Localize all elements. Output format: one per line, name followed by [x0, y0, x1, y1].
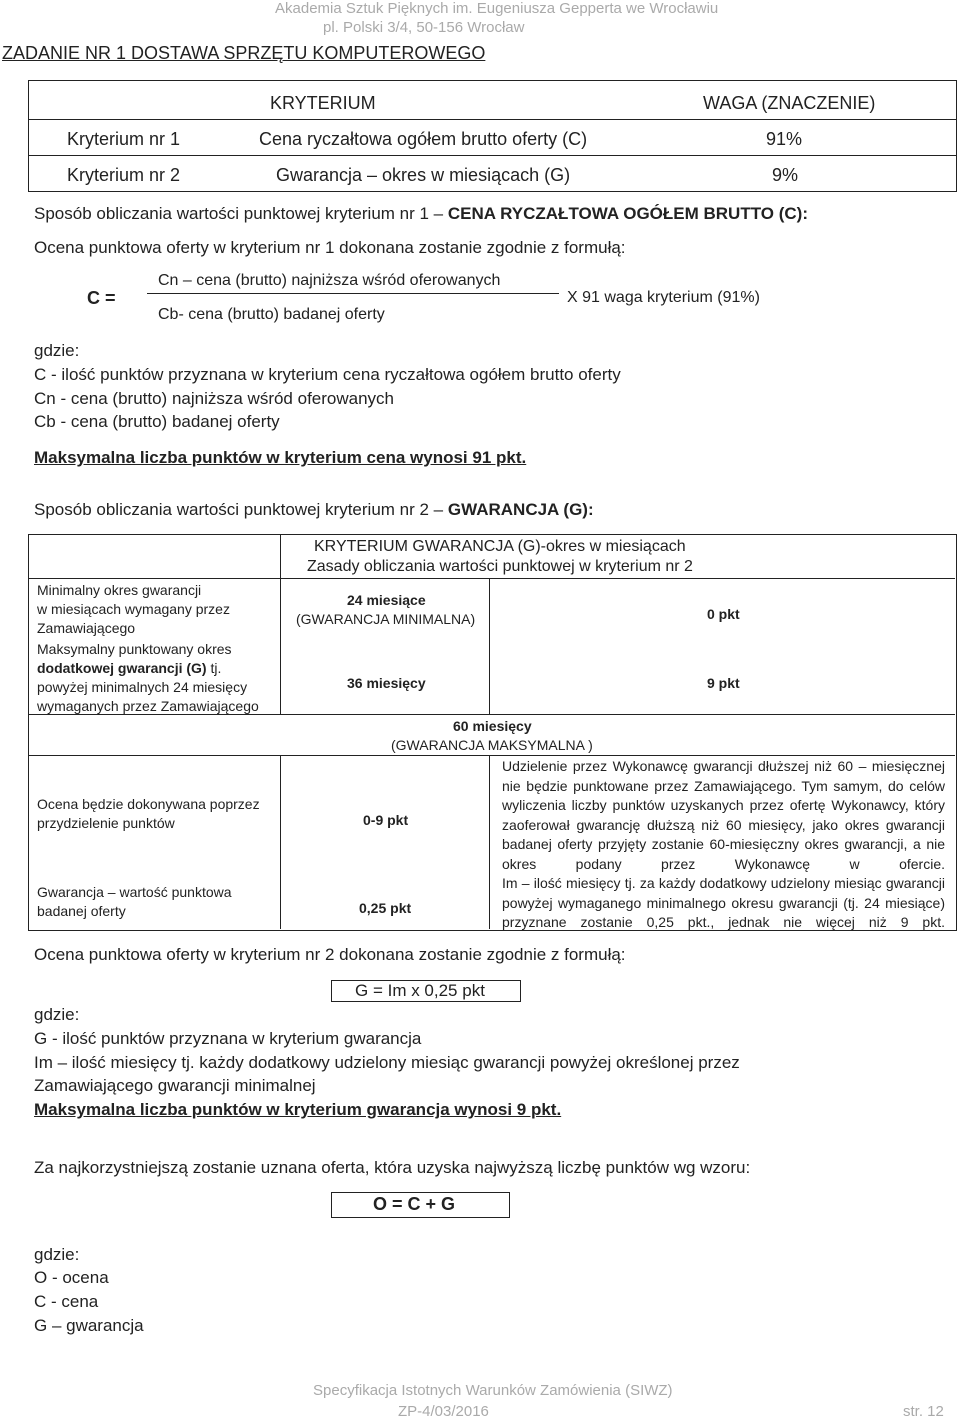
max-period-label: powyżej minimalnych 24 miesięcy	[37, 679, 248, 695]
criteria-row-name: Cena ryczałtowa ogółem brutto oferty (C)	[259, 129, 588, 149]
criterion2-max: Maksymalna liczba punktów w kryterium gwarancja wynosi 9 pkt.	[34, 1100, 562, 1119]
min-points: 0 pkt	[707, 606, 740, 622]
criteria-row-label: Kryterium nr 1	[67, 129, 181, 149]
page-title: ZADANIE NR 1 DOSTAWA SPRZĘTU KOMPUTEROWEGO	[2, 43, 486, 63]
criteria-row-weight: 91%	[766, 129, 803, 149]
summary-def: G – gwarancja	[34, 1316, 144, 1335]
footer-page-number: str. 12	[903, 1403, 944, 1420]
formula-c-lhs: C =	[87, 288, 116, 308]
add-months: 36 miesięcy	[347, 675, 426, 691]
min-period-label: Zamawiającego	[37, 620, 136, 636]
summary-def: O - ocena	[34, 1268, 109, 1287]
min-months-note: (GWARANCJA MINIMALNA)	[296, 611, 476, 627]
formula-o: O = C + G	[373, 1194, 456, 1214]
summary-where: gdzie:	[34, 1245, 80, 1264]
evaluation-label: przydzielenie punktów	[37, 815, 175, 831]
max-period-label: dodatkowej gwarancji (G) tj.	[37, 660, 222, 676]
criterion2-def: Zamawiającego gwarancji minimalnej	[34, 1076, 316, 1095]
formula-g: G = Im x 0,25 pkt	[355, 981, 485, 1000]
value-points: 0,25 pkt	[359, 900, 412, 916]
criteria-row-weight: 9%	[772, 165, 799, 185]
value-label: badanej oferty	[37, 903, 126, 919]
criterion1-max: Maksymalna liczba punktów w kryterium cena wynosi 91 pkt.	[34, 448, 527, 467]
criterion2-intro: Ocena punktowa oferty w kryterium nr 2 dokonana zostanie zgodnie z formułą:	[34, 945, 626, 964]
criterion2-heading: Sposób obliczania wartości punktowej kryterium nr 2 – GWARANCJA (G):	[34, 500, 594, 519]
criterion1-def: Cn - cena (brutto) najniższa wśród oferowanych	[34, 389, 394, 408]
formula-c-numerator: Cn – cena (brutto) najniższa wśród oferowanych	[158, 272, 501, 289]
min-period-label: w miesiącach wymagany przez	[37, 601, 230, 617]
fraction-line	[147, 293, 559, 294]
criterion2-def: Im – ilość miesięcy tj. każdy dodatkowy udzielony miesiąc gwarancji powyżej określonej przez	[34, 1053, 740, 1072]
criteria-row-name: Gwarancja – okres w miesiącach (G)	[276, 165, 571, 185]
add-points: 9 pkt	[707, 675, 740, 691]
criterion1-def: Cb - cena (brutto) badanej oferty	[34, 412, 280, 431]
footer-title: Specyfikacja Istotnych Warunków Zamówienia (SIWZ)	[313, 1382, 673, 1399]
guarantee-head-subtitle: Zasady obliczania wartości punktowej w kryterium nr 2	[307, 558, 693, 575]
criterion1-where: gdzie:	[34, 341, 80, 360]
max-period-label: wymaganych przez Zamawiającego	[37, 698, 259, 714]
header-address: pl. Polski 3/4, 50-156 Wrocław	[323, 19, 525, 36]
criterion2-def: G - ilość punktów przyznana w kryterium gwarancja	[34, 1029, 422, 1048]
value-description: Im – ilość miesięcy tj. za każdy dodatkowy udzielony miesiąc gwarancji powyżej wymaganego minimalnego okresu gwarancji (tj. 24 miesiące) przyznane zostanie 0,25 pkt., jednak nie więcej niż 9 pkt.	[502, 875, 945, 931]
summary-def: C - cena	[34, 1292, 99, 1311]
evaluation-description: Udzielenie przez Wykonawcę gwarancji dłuższej niż 60 – miesięcznej nie będzie punktowane przez Zamawiającego. Tym samym, do celów wyliczenia liczby punktów uzyskanych przez ofertę Wykonawcy, który zaoferował gwarancję dłuższą niż 60 miesięcy, jako okres gwarancji badanej oferty przyjęty zostanie 60-miesięczny okres gwarancji, a nie okres podany przez Wykonawcę w ofercie.	[502, 758, 945, 872]
max-months: 60 miesięcy	[453, 718, 532, 734]
criterion1-heading: Sposób obliczania wartości punktowej kryterium nr 1 – CENA RYCZAŁTOWA OGÓŁEM BRUTTO (C):	[34, 204, 808, 223]
criteria-row-label: Kryterium nr 2	[67, 165, 181, 185]
min-period-label: Minimalny okres gwarancji	[37, 582, 202, 598]
evaluation-points: 0-9 pkt	[363, 812, 409, 828]
formula-c-denominator: Cb- cena (brutto) badanej oferty	[158, 306, 385, 323]
header-institution: Akademia Sztuk Pięknych im. Eugeniusza Gepperta we Wrocławiu	[275, 0, 719, 17]
formula-c-multiplier: X 91 waga kryterium (91%)	[567, 289, 760, 306]
evaluation-label: Ocena będzie dokonywana poprzez	[37, 796, 260, 812]
value-label: Gwarancja – wartość punktowa	[37, 884, 232, 900]
criterion1-intro: Ocena punktowa oferty w kryterium nr 1 dokonana zostanie zgodnie z formułą:	[34, 238, 626, 257]
criterion2-where: gdzie:	[34, 1005, 80, 1024]
footer-reference: ZP-4/03/2016	[398, 1403, 489, 1420]
criteria-head-criterion: KRYTERIUM	[270, 93, 376, 113]
max-months-note: (GWARANCJA MAKSYMALNA )	[391, 737, 593, 753]
criteria-head-weight: WAGA (ZNACZENIE)	[703, 93, 876, 113]
guarantee-head-title: KRYTERIUM GWARANCJA (G)-okres w miesiącach	[314, 538, 686, 555]
criterion1-def: C - ilość punktów przyznana w kryterium cena ryczałtowa ogółem brutto oferty	[34, 365, 621, 384]
min-months: 24 miesiące	[347, 592, 426, 608]
max-period-label: Maksymalny punktowany okres	[37, 641, 232, 657]
summary-intro: Za najkorzystniejszą zostanie uznana oferta, która uzyska najwyższą liczbę punktów wg wzoru:	[34, 1158, 751, 1177]
